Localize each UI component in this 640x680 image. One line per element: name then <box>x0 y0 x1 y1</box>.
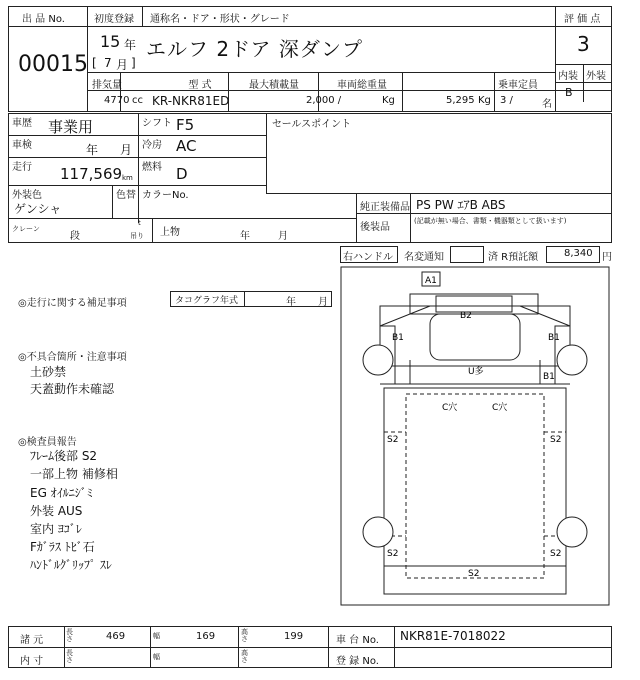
upper-month: 月 <box>278 231 288 242</box>
running-title: ◎走行に関する補足事項 <box>18 298 127 309</box>
inspection-label: 車検 <box>12 140 32 151</box>
height-value: 199 <box>284 631 304 642</box>
right-hand: 右ハンドル <box>343 252 393 263</box>
defect-item: 天蓋動作未確認 <box>30 382 115 396</box>
mark-s2-right-low: S2 <box>550 549 562 559</box>
equipment-label: 純正装備品 <box>360 202 410 213</box>
inspector-item: ﾊﾝﾄﾞﾙｸﾞﾘｯﾌﾟ ｽﾚ <box>30 558 112 572</box>
mark-c-left: C穴 <box>442 403 458 413</box>
gross-weight-label: 車両総重量 <box>337 80 387 91</box>
first-reg-year: 15 <box>100 32 121 51</box>
width-label-2: 幅 <box>153 653 160 661</box>
fuel-label: 燃料 <box>142 162 162 173</box>
month-unit: 月 <box>116 58 129 72</box>
tachograph-month: 月 <box>318 297 328 308</box>
reg-label: 登 録 No. <box>336 656 379 667</box>
recycle-amount: 8,340 <box>564 248 593 259</box>
crane-label: クレーン <box>12 225 40 233</box>
length-label-2: 長さ <box>66 649 73 664</box>
mark-b1-right: B1 <box>548 333 560 343</box>
rating-label: 評 価 点 <box>564 14 601 25</box>
shift-label: シフト <box>142 118 172 129</box>
inspector-title: ◎検査員報告 <box>18 437 77 448</box>
inspector-item: ﾌﾚｰﾑ後部 S2 <box>30 449 98 463</box>
model: KR-NKR81ED <box>152 94 230 108</box>
mileage-label: 走行 <box>12 162 32 173</box>
month-bracket-close: ] <box>131 56 136 70</box>
year-unit: 年 <box>124 38 137 52</box>
inspector-item: Fｶﾞﾗｽ ﾄﾋﾞ石 <box>30 540 95 554</box>
name-label: 通称名・ドア・形状・グレード <box>150 14 290 25</box>
mark-s2-rear: S2 <box>468 569 480 579</box>
first-reg-label: 初度登録 <box>94 14 134 25</box>
inspector-item: 一部上物 補修相 <box>30 467 118 481</box>
interior-label: 内装 <box>558 71 578 82</box>
selling-points-label: セールスポイント <box>272 119 352 130</box>
defect-item: 土砂禁 <box>30 365 67 379</box>
mileage: 117,569 <box>60 165 123 183</box>
lot-no-label: 出 品 No. <box>22 14 65 25</box>
crane-tons-top: t <box>138 219 141 227</box>
chassis-value: NKR81E-7018022 <box>400 629 506 643</box>
crane-stage: 段 <box>70 231 80 242</box>
length-value: 469 <box>106 631 126 642</box>
capacity-label: 乗車定員 <box>498 80 538 91</box>
truck-diagram <box>340 266 610 606</box>
interior-dims-label: 内 寸 <box>20 656 44 667</box>
max-load-label: 最大積載量 <box>249 80 299 91</box>
width-label: 幅 <box>153 632 160 640</box>
history: 事業用 <box>48 118 94 136</box>
lot-no: 00015 <box>18 52 88 77</box>
dims-label: 諸 元 <box>20 635 44 646</box>
tachograph-year: 年 <box>286 297 296 308</box>
model-label: 型 式 <box>188 80 212 91</box>
mark-b1-right-lower: B1 <box>543 372 555 382</box>
inspector-item: 外装 AUS <box>30 504 83 518</box>
displacement-label: 排気量 <box>92 80 122 91</box>
upper-year: 年 <box>240 231 250 242</box>
max-load-unit: Kg <box>382 95 395 106</box>
exterior-color: ゲンシャ <box>14 202 62 216</box>
equipment: PS PW ｴｱB ABS <box>416 198 506 212</box>
mark-a1: A1 <box>425 276 437 286</box>
inspector-item: EG ｵｲﾙﾆｼﾞﾐ <box>30 486 93 500</box>
displacement: 4770 <box>104 95 130 106</box>
first-reg-month: 7 <box>104 56 112 70</box>
tachograph-label: タコグラフ年式 <box>175 296 239 306</box>
gross-weight: 5,295 <box>446 95 475 106</box>
mark-s2-right: S2 <box>550 435 562 445</box>
fuel: D <box>176 165 188 183</box>
vehicle-name: エルフ 2ドア 深ダンプ <box>146 37 364 61</box>
mark-b1-left: B1 <box>392 333 404 343</box>
crane-tons: 吊り <box>130 232 144 240</box>
retrofit-label: 後装品 <box>360 222 390 233</box>
upper-label: 上物 <box>160 227 180 238</box>
mark-u: U多 <box>468 367 484 377</box>
recycle-unit: 円 <box>602 252 612 263</box>
height-label-2: 高さ <box>241 649 248 664</box>
color-code-label: カラーNo. <box>142 190 189 201</box>
max-load: 2,000 / <box>306 95 342 106</box>
color-no-label: 色替 <box>116 190 136 201</box>
exterior-color-label: 外装色 <box>12 190 42 201</box>
mark-c-right: C穴 <box>492 403 508 413</box>
capacity: 3 / <box>500 95 513 106</box>
ac-label: 冷房 <box>142 140 162 151</box>
defects-title: ◎不具合箇所・注意事項 <box>18 352 127 363</box>
mark-s2-left: S2 <box>387 435 399 445</box>
length-label: 長さ <box>66 628 73 643</box>
displacement-unit: cc <box>132 95 143 106</box>
rating-value: 3 <box>577 32 590 56</box>
shift: F5 <box>176 116 195 134</box>
history-label: 車歴 <box>12 118 32 129</box>
capacity-unit: 名 <box>542 99 552 110</box>
exterior-label: 外装 <box>586 71 606 82</box>
mark-b2: B2 <box>460 311 472 321</box>
mark-s2-left-low: S2 <box>387 549 399 559</box>
inspector-item: 室内 ﾖｺﾞﾚ <box>30 522 82 536</box>
gross-weight-unit: Kg <box>478 95 491 106</box>
month-bracket: [ <box>92 56 97 70</box>
height-label: 高さ <box>241 628 248 643</box>
inspection-year: 年 <box>86 143 99 157</box>
width-value: 169 <box>196 631 216 642</box>
ac: AC <box>176 137 197 155</box>
inspection-month: 月 <box>120 143 133 157</box>
retrofit-note: (記載が無い場合、書類・機器類として扱います) <box>414 217 567 225</box>
recycle-label: 済 R預託額 <box>488 252 539 263</box>
name-change-box <box>450 246 484 263</box>
mileage-unit: km <box>122 174 133 182</box>
chassis-label: 車 台 No. <box>336 635 379 646</box>
name-change-label: 名変通知 <box>404 252 444 263</box>
interior-grade: B <box>565 86 573 99</box>
